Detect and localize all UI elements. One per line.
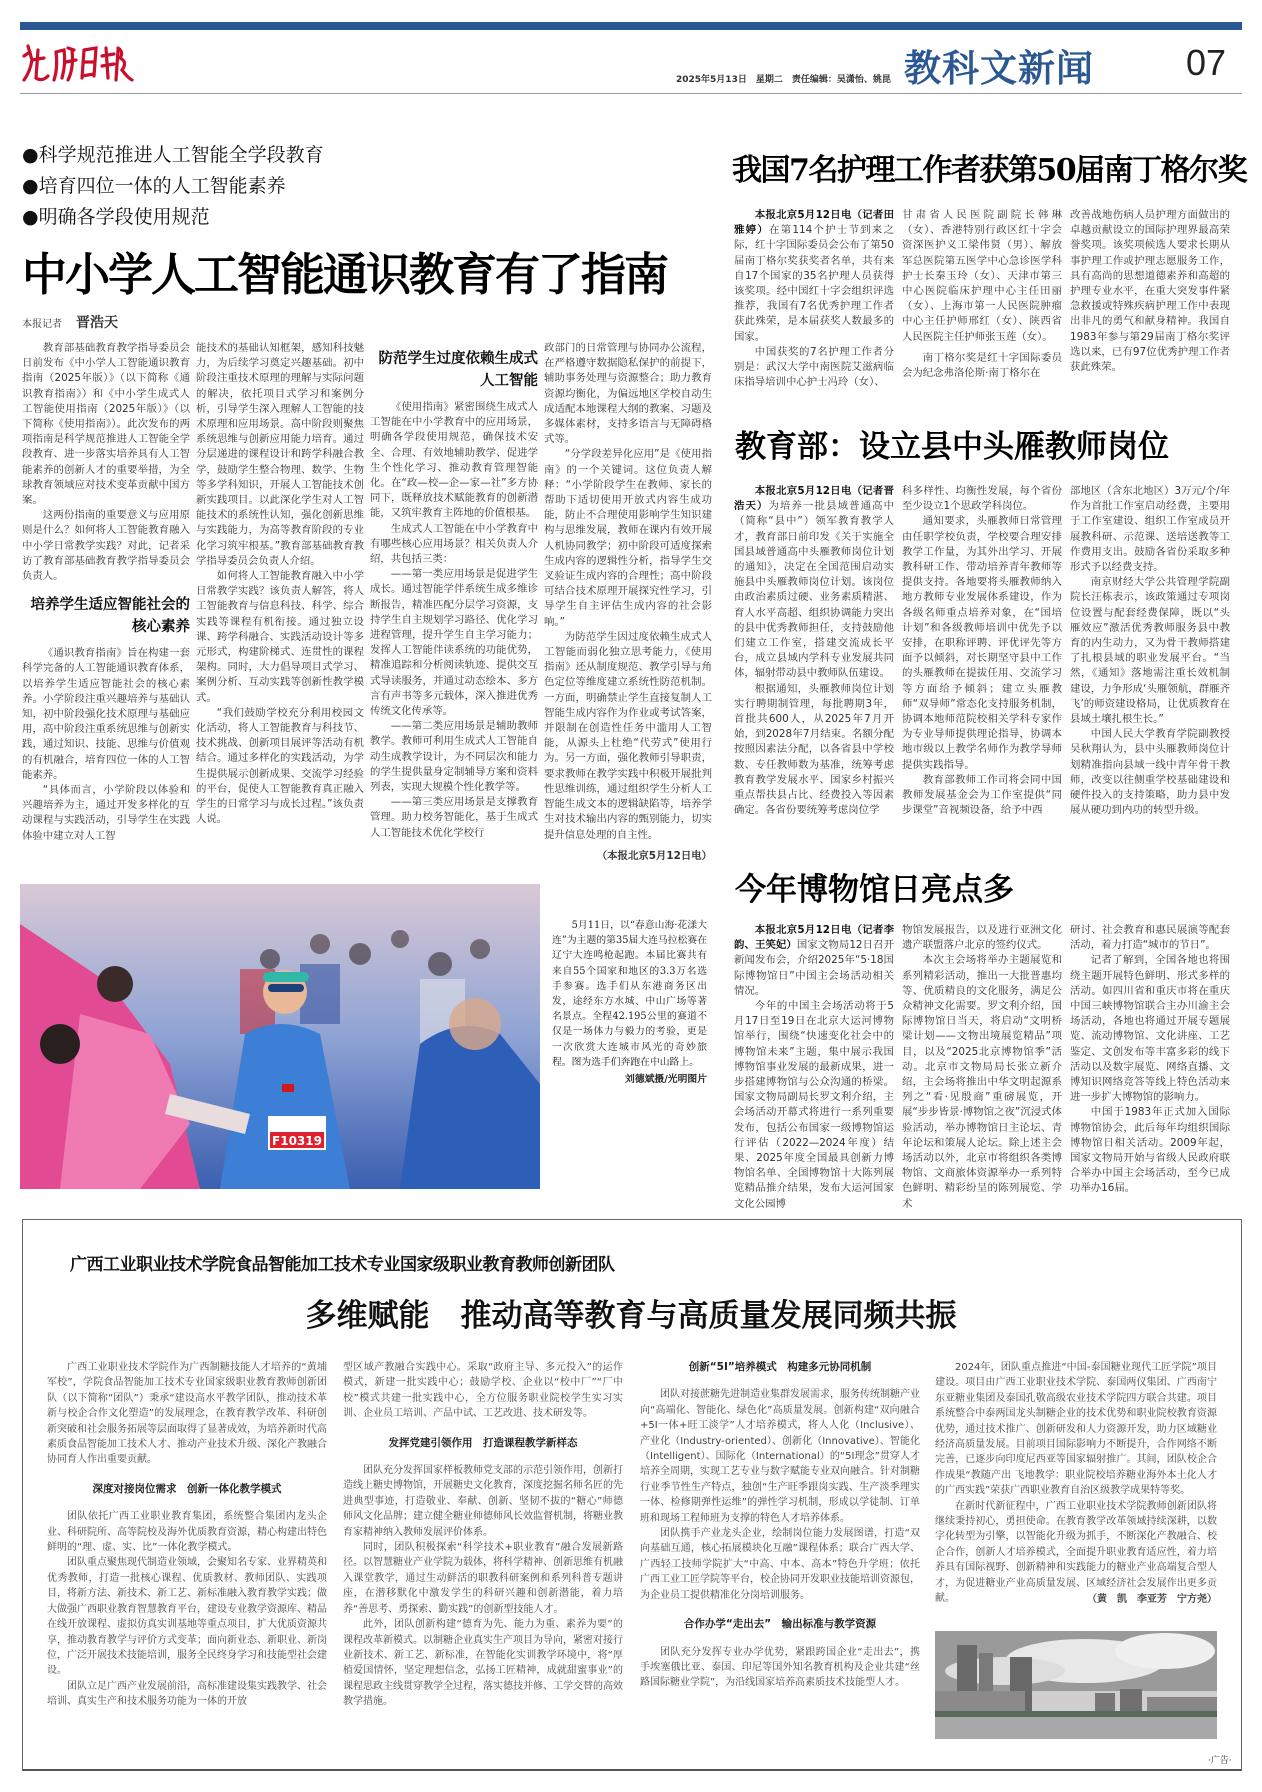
ai-article-col-4 xyxy=(544,341,712,864)
paragraph: 生成式人工智能在中小学教育中有哪些核心应用场景？相关负责人介绍，共包括三类： xyxy=(370,522,538,566)
paragraph: 《使用指南》紧密围绕生成式人工智能在中小学教育中的应用场景，明确各学段使用规范，确保技术安全、合理、有效地辅助教学、促进学生个性化学习、推动教育管理智能化。在“政—校—企—家—社”多方协同下，既释放技术赋能教育的创新潜能，又筑牢教育主阵地的价值根基。 xyxy=(370,401,538,520)
byline-label: 本报记者 xyxy=(22,319,62,330)
paragraph: 型区域产教融合实践中心。采取“政府主导、多元投入”的运作模式，新建一批实践中心；鼓励学校、企业以“校中厂”“厂中校”模式共建一批实践中心，全方位服务职业院校学生实习实训、企业员工培训、产品中试、工艺改进、技术研发等。 xyxy=(343,1362,623,1420)
paragraph: 此外，团队创新构建“德育为先、能力为重、素养为要”的课程改革新模式。以制糖企业真实生产项目为导向，紧密对接行业新技术、新工艺、新标准，在智能化实训教学环境中，将“厚植爱国情怀，坚定理想信念，弘扬工匠精神，成就甜蜜事业”的课程思政主线贯穿教学全过程，落实德技并修、工学交替的高效教学措施。 xyxy=(343,1619,623,1708)
advertisement-tag: ·广告· xyxy=(1208,1756,1232,1766)
ai-article-col-1 xyxy=(22,341,190,844)
nightingale-col-2 xyxy=(902,208,1062,381)
paragraph: 团队充分发挥专业办学优势，紧跟跨国企业“走出去”，携手埃塞俄比亚、泰国、印尼等国外知名教育机构及企业共建“丝路国际糖业学院”，为沿线国家培养高素质技术技能型人才。 xyxy=(640,1646,920,1689)
lead-text: 在第114个护士节到来之际，红十字国际委员会公布了第50届南丁格尔奖获奖者名单，共有来自17个国家的35名护理人员获得该奖项。经中国红十字会组织评选推荐，我国有7名优秀护理工作者获此殊荣，是本届获奖人数最多的国家。 xyxy=(734,224,894,343)
byline-name: 晋浩天 xyxy=(76,315,118,331)
issue-dateline: 2025年5月13日 星期二 责任编辑：吴潇怡、姚昆 xyxy=(676,75,891,85)
paragraph: 同时，团队积极探索“科学技术+职业教育”融合发展新路径。以智慧糖业产业学院为载体，将科学精神、创新思维有机融入课堂教学，通过生动鲜活的职教科研案例和系列科普专题讲座，在潜移默化中激发学生的科研兴趣和创新潜能，着力培养“善思考、勇探索、勤实践”的创新型技能人才。 xyxy=(343,1542,623,1615)
paragraph: 2024年，团队重点推进“中国-泰国糖业现代工匠学院”项目建设。项目由广西工业职业技术学院、泰国两仪集团、广西南宁东亚糖业集团及泰国孔敬高级农业技术学院四方联合共建。项目系统整合中泰两国龙头制糖企业的技术优势和职业院校教育资源优势，通过技术推广、创新研发和人力资源开发，助力区域糖业经济高质量发展。目前项目国际影响力不断提升，合作网络不断完善，已逐步向印度尼西亚等国家辐射推广。其间，团队校企合作成果“教随产出 飞地教学：职业院校培养糖业海外本土化人才的广西实践”荣获广西职业教育自治区级教学成果特等奖。 xyxy=(935,1362,1217,1497)
paragraph: “我们鼓励学校充分利用校园文化活动，将人工智能教育与科技节、技术挑战、创新项目展评等活动有机结合。通过多样化的实践活动，为学生提供展示创新成果、交流学习经验的平台，促使人工智能教育真正融入学生的日常学习与成长过程。”该负责人说。 xyxy=(196,706,364,826)
lead-dateline: 本报北京5月12日电（记者李韵、王笑妃） xyxy=(734,924,894,952)
paragraph: 《通识教育指南》旨在构建一套科学完备的人工智能通识教育体系，以培养学生适应智能社会的核心素养。小学阶段注重兴趣培养与基础认知，初中阶段强化技术原理与基础应用，高中阶段注重系统思维与创新实践，通过知识、技能、思维与价值观的有机融合，培育四位一体的人工智能素养。 xyxy=(22,647,190,781)
newspaper-logo xyxy=(20,38,140,86)
paragraph: 教育部教师工作司将会同中国教师发展基金会为工作室提供“同步课堂”音视频设备，给予中西 xyxy=(902,773,1062,817)
masthead-top-bar xyxy=(20,22,1242,30)
paragraph: 在新时代新征程中，广西工业职业技术学院教师创新团队将继续秉持初心，勇担使命。在教育教学改革领域持续深耕，以数字化转型为引擎，以智能化升级为抓手，不断深化产教融合、校企合作，创新人才培养模式，全面提升职业教育适应性，着力培养具有国际视野、创新精神和实践能力的糖业产业高端复合型人才，为促进糖业产业高质量发展、区域经济社会发展作出更多贡献。 xyxy=(935,1500,1217,1605)
ai-article-col-3 xyxy=(370,336,538,841)
subheading: 合作办学“走出去” 输出标准与教学资源 xyxy=(683,1618,877,1631)
lead-text: 为培养一批县域普通高中（简称“县中”）领军教育教学人才，教育部日前印发《关于实施全国县域普通高中头雁教师岗位计划的通知》，决定在全国范围启动实施县中头雁教师岗位计划。该岗位由政治素质过硬、业务素质精湛、育人水平高超、组织协调能力突出的县中优秀教师担任，支持鼓励他们建立工作室，搭建交流成长平台，成立县域内学科专业发展共同体，辐射带动县中教师队伍建设。 xyxy=(734,500,895,680)
photo-caption xyxy=(552,918,707,1087)
paragraph: 本次主会场将举办主题展览和系列精彩活动，推出一大批普惠均等、优质精良的文化服务，满足公众精神文化需要。罗文利介绍，国际博物馆日当天，将启动“文明桥梁计划——文物出境展览精品”项目，以及“2025北京博物馆季”活动。北京市文物局局长张立新介绍，主会场将推出中华文明起源系列之“看·见殷商”重磅展览，开展“步步皆景·博物馆之夜”沉浸式体验活动，举办博物馆日主论坛、青年论坛和策展人论坛。除上述主会场活动以外，北京市将组织各类博物馆、文商旅体资源举办一系列特色鲜明、精彩纷呈的陈列展览、学术 xyxy=(902,954,1062,1210)
paragraph: 研讨、社会教育和惠民展演等配套活动，着力打造“城市的节日”。 xyxy=(1070,924,1230,952)
teachers-headline: 教育部：设立县中头雁教师岗位 xyxy=(735,429,1169,465)
ai-article-headline: 中小学人工智能通识教育有了指南 xyxy=(22,248,668,301)
paragraph: ——第二类应用场景是辅助教师教学。教师可利用生成式人工智能自动生成教学设计，为不同层次和能力的学生提供量身定制辅导方案和资料列表，实现大规模个性化教学等。 xyxy=(370,720,538,794)
subheading: 培养学生适应智能社会的核心素养 xyxy=(30,597,190,636)
paragraph: 这两份指南的重要意义与应用原则是什么？如何将人工智能教育融入中小学日常教学实践？对此，记者采访了教育部基础教育教学指导委员会负责人。 xyxy=(22,509,190,583)
section-title: 教科文新闻 xyxy=(904,46,1094,90)
marathon-illustration xyxy=(20,884,540,1189)
advertorial-authors: （黄 凯 李亚芳 宁方尧） xyxy=(1087,1593,1217,1605)
paragraph xyxy=(734,484,894,682)
paragraph: 甘肃省人民医院副院长韩琳（女）、香港特别行政区红十字会资深医护义工梁伟贤（男）、解放军总医院第五医学中心急诊医学科护士长秦玉玲（女）、天津市第三中心医院临床护理中心主任田丽（女）、上海市第一人民医院肿瘤中心主任护师邢红（女）、陕西省人民医院主任护师张玉莲（女）。 xyxy=(902,209,1062,343)
paragraph: 中国人民大学教育学院副教授吴秋翔认为，县中头雁教师岗位计划精准指向县域一线中青年骨干教师，改变以往侧重学校基础建设和硬件投入的支持策略，助力县中发展从硬功到内功的转型升级。 xyxy=(1070,728,1230,817)
paragraph: 团队重点聚焦现代制造业领域，会聚知名专家、业界精英和优秀教师，打造一批核心课程、优质教材、教师团队、实践项目，将新方法、新技术、新工艺、新标准融入教育教学实践；做大做强广西职业教育智慧教育平台，建设专业教学资源库、精品在线开放课程、虚拟仿真实训基地等重点项目，扩大优质资源共享，推动教育教学与评价方式变革；面向新业态、新职业、新岗位，广泛开展技术技能培训，服务全民终身学习和技能型社会建设。 xyxy=(47,1557,327,1677)
advertorial-col-4 xyxy=(935,1360,1217,1607)
paragraph xyxy=(734,208,894,345)
paragraph: 今年的中国主会场活动将于5月17日至19日在北京大运河博物馆举行，围绕“快速变化社会中的博物馆未来”主题，集中展示我国博物馆事业发展的最新成果，进一步搭建博物馆与公众沟通的桥梁。国家文物局副局长罗文利介绍，主会场活动开幕式将进行一系列重要发布，包括公布国家一级博物馆运行评估（2022—2024年度）结果、2025年度全国最具创新力博物馆名单、全国博物馆十大陈列展览精品推介结果，发布大运河国家文化公园博 xyxy=(734,1000,894,1210)
ai-article-bullets xyxy=(22,140,324,233)
paragraph: 团队充分发挥国家样板教师党支部的示范引领作用，创新打造线上糖史博物馆，开展糖史文化教育，深度挖掘名师名匠的先进典型事迹，打造敬业、奉献、创新、坚韧不拔的“糖心”师德师风文化品牌；建立健全糖业师德师风长效监督机制，将糖业教育家精神纳入教师发展评价体系。 xyxy=(343,1465,623,1538)
paragraph: 改善战地伤病人员护理方面做出的卓越贡献设立的国际护理界最高荣誉奖项。该奖项候选人要求长期从事护理工作或护理志愿服务工作，具有高尚的思想道德素养和高超的护理专业水平，在重大突发事件紧急救援或特殊疾病护理工作中表现出非凡的勇气和献身精神。我国自1983年参与第29届南丁格尔奖评选以来，已有97位优秀护理工作者获此殊荣。 xyxy=(1070,209,1230,374)
teachers-col-3 xyxy=(1070,484,1230,818)
museum-headline: 今年博物馆日亮点多 xyxy=(735,872,1014,908)
paragraph: 团队依托广西工业职业教育集团，系统整合集团内龙头企业、科研院所、高等院校及海外优质教育资源，精心构建出特色鲜明的“理、虚、实、比”一体化教学模式。 xyxy=(47,1511,327,1554)
paragraph: 中国获奖的7名护理工作者分别是：武汉大学中南医院艾滋病临床指导培训中心护士冯玲（女）、 xyxy=(734,345,894,389)
teachers-col-2 xyxy=(902,484,1062,818)
paragraph: 部地区（含东北地区）3万元/个/年作为首批工作室启动经费，主要用于工作室建设、组织工作室成员开展教科研、示范课、送培送教等工作费用支出。鼓励各省份采取多种形式予以经费支持。 xyxy=(1070,485,1230,574)
paragraph: “分学段差异化应用”是《使用指南》的一个关键词。这位负责人解释：“小学阶段学生在教师、家长的帮助下适切使用开放式内容生成功能，防止不合理使用影响学生知识建构与思维发展，教师在课内有效开展人机协同教学；初中阶段可适度探索生成内容的逻辑性分析，指导学生交叉验证生成内容的合理性；高中阶段可结合技术原理开展探究性学习，引导学生自主评估生成内容的社会影响。” xyxy=(544,448,712,628)
teachers-col-1 xyxy=(734,484,894,818)
advertorial-col-3 xyxy=(640,1360,920,1691)
subheading: 深度对接岗位需求 创新一体化教学模式 xyxy=(92,1482,282,1495)
subheading: 防范学生过度依赖生成式人工智能 xyxy=(378,351,538,389)
lead-text: 国家文物局12日召开新闻发布会，介绍2025年“5·18国际博物馆日”中国主会场活动相关情况。 xyxy=(734,939,894,997)
subheading: 发挥党建引领作用 打造课程教学新样态 xyxy=(388,1436,578,1449)
paragraph: ——第三类应用场景是支撑教育管理。助力校务智能化，基于生成式人工智能技术优化学校行 xyxy=(370,796,538,839)
advertorial-col-2 xyxy=(343,1360,623,1710)
paragraph: 通知要求，头雁教师日常管理由任职学校负责，学校要合理安排教学工作量，为其外出学习、开展教科研工作、带动培养青年教师等提供支持。各地要将头雁教师纳入地方教师专业发展体系建设，作为各级名师重点培养对象，在“国培计划”和各级教师培训中优先予以安排，在职称评聘、评优评先等方面予以倾斜，对长期坚守县中工作的头雁教师在提拔任用、交流学习等方面给予倾斜；建立头雁教师“双导师”常态化支持服务机制，协调本地师范院校相关学科专家作为专业导师提供理论指导，协调本地市级以上教学名师作为教学导师提供实践指导。 xyxy=(902,515,1062,771)
campus-photo xyxy=(935,1631,1217,1739)
campus-illustration xyxy=(935,1631,1217,1739)
lead-dateline: 本报北京5月12日电（记者晋浩天） xyxy=(734,485,894,513)
advertorial-col-1 xyxy=(47,1360,327,1710)
museum-col-3 xyxy=(1070,923,1230,1197)
paragraph: ——第一类应用场景是促进学生成长。通过智能学伴系统生成多维诊断报告，精准匹配分层学习资源，支持学生自主规划学习路径、优化学习进程管理，提升学生自主学习能力；发挥人工智能伴读系统的功能优势，精准追踪和分析阅读轨迹、提供交互式导读服务，并通过动态绘本、多方言有声书等多元载体，深入推进优秀传统文化传承等。 xyxy=(370,568,538,718)
paragraph: 能技术的基础认知框架，感知科技魅力，为后续学习奠定兴趣基础。初中阶段注重技术原理的理解与实际问题的解决，依托项目式学习和案例分析，引导学生深入理解人工智能的技术原理和应用场景。高中阶段则聚焦系统思维与创新应用能力培育。通过分层递进的课程设计和跨学科融合教学，鼓励学生整合物理、数学、生物等多学科知识，开展人工智能技术创新实践项目。以此深化学生对人工智能技术的系统性认知，强化创新思维与实践能力，为高等教育阶段的专业化学习筑牢根基。”教育部基础教育教学指导委员会负责人介绍。 xyxy=(196,342,364,567)
paragraph: 中国于1983年正式加入国际博物馆协会，此后每年均组织国际博物馆日相关活动。2009年起，国家文物局开始与省级人民政府联合举办中国主会场活动，至今已成功举办16届。 xyxy=(1070,1106,1230,1195)
paragraph: 为防范学生因过度依赖生成式人工智能而弱化独立思考能力，《使用指南》还从制度规范、教学引导与角色定位等维度建立系统性防范机制。一方面，明确禁止学生直接复制人工智能生成内容作为作业或考试答案，并限制在创造性任务中滥用人工智能，从源头上杜绝“代劳式”使用行为。另一方面，强化教师引导职责，要求教师在教学实践中积极开展批判性思维训练，通过组织学生分析人工智能生成文本的逻辑缺陷等，培养学生对技术输出内容的甄别能力，切实提升信息处理的自主性。 xyxy=(544,630,712,841)
photo-credit: 刘德斌摄/光明图片 xyxy=(625,1074,707,1086)
lead-dateline: 本报北京5月12日电（记者田雅婷） xyxy=(734,209,894,237)
bullet-item: ●科学规范推进人工智能全学段教育 xyxy=(22,144,324,166)
nightingale-headline: 我国7名护理工作者获第50届南丁格尔奖 xyxy=(732,153,1247,188)
ai-article-col-2 xyxy=(196,341,364,828)
paragraph xyxy=(734,923,894,999)
paragraph: 政部门的日常管理与协同办公流程，在严格遵守数据隐私保护的前提下，辅助事务处理与资源整合；助力教育资源均衡化，为偏远地区学校自动生成适配本地课程大纲的教案、习题及多媒体素材，支持多语言与无障碍格式等。 xyxy=(544,342,712,446)
masthead-divider xyxy=(20,93,1242,94)
advertorial-kicker: 广西工业职业技术学院食品智能加工技术专业国家级职业教育教师创新团队 xyxy=(70,1255,615,1275)
paragraph: 如何将人工智能教育融入中小学日常教学实践？该负责人解答，将人工智能教育与信息科技、科学、综合实践等课程有机衔接。通过独立设课、跨学科融合、实践活动设计等多元形式，构建阶梯式、连贯性的课程架构。同时，大力倡导项目式学习、案例分析、互动实践等创新性教学模式。 xyxy=(196,570,364,704)
paragraph: 团队携手产业龙头企业，绘制岗位能力发展图谱，打造“双向基础互通，核心拓展模块化互融”课程体系；联合广西大学、广西轻工技师学院扩大“中高、中本、高本”特色升学班；依托广西工业工匠学院等平台，校企协同开发职业技能培训资源包，为企业员工提供精准化分岗培训服务。 xyxy=(640,1528,920,1601)
ai-article-byline xyxy=(22,312,118,332)
bib-number: F10319 xyxy=(272,1134,322,1148)
museum-col-2 xyxy=(902,923,1062,1212)
paragraph: 记者了解到，全国各地也将围绕主题开展特色鲜明、形式多样的活动。如四川省和重庆市将在重庆中国三峡博物馆联合主办川渝主会场活动，各地也将通过开展专题展览、流动博物馆、文化讲座、工艺鉴定、文创发布等丰富多彩的线下活动以及数字展览、网络直播、文博知识网络竞答等线上特色活动来进一步扩大博物馆的影响力。 xyxy=(1070,954,1230,1104)
advertorial-headline: 多维赋能 推动高等教育与高质量发展同频共振 xyxy=(305,1298,957,1334)
subheading: 创新“5I”培养模式 构建多元协同机制 xyxy=(688,1361,872,1373)
marathon-photo xyxy=(20,884,540,1189)
page-number: 07 xyxy=(1186,42,1227,83)
paragraph: 广西工业职业技术学院作为广西制糖技能人才培养的“黄埔军校”，学院食品智能加工技术专业国家级职业教育教师创新团队（以下简称“团队”）秉承“建设高水平教学团队，推动技术革新与校企合作文化塑造”的发展理念，在教育教学改革、科研创新突破和社会服务拓展等层面取得了显著成效，为培养新时代高素质食品智能加工技术人才、推动产业技术升级、深化产教融合协同育人作出重要贡献。 xyxy=(47,1362,327,1466)
paragraph: 团队对接蔗糖先进制造业集群发展需求，服务传统制糖产业向“高端化、智能化、绿色化”高质量发展。创新构建“双向融合+5I一体+旺工淡学”人才培养模式，将人人化（Inclusive）、产业化（Industry-oriented）、创新化（Innovative）、智能化（Intelligent）、国际化（International）的“5I理念”贯穿人才培养全周期，实现工艺专业与数字赋能专业双向融合。针对制糖行业季节性生产特点，独创“生产旺季跟岗实践、生产淡季理实一体、检修期弹性运维”的弹性学习机制，形成以学徒制、订单班和现场工程师班为支撑的特色人才培养体系。 xyxy=(640,1389,920,1524)
paragraph: “具体而言，小学阶段以体验和兴趣培养为主，通过开发多样化的互动课程与实践活动，引导学生在实践体验中建立对人工智 xyxy=(22,784,190,842)
bullet-item: ●培育四位一体的人工智能素养 xyxy=(22,175,286,197)
paragraph: 团队立足广西产业发展前沿，高标准建设集实践教学、社会培训、真实生产和技术服务功能为一体的开放 xyxy=(47,1680,327,1708)
museum-col-1 xyxy=(734,923,894,1212)
caption-text: 5月11日，以“春意山海·花漾大连”为主题的第35届大连马拉松赛在辽宁大连鸣枪起跑。本届比赛共有来自55个国家和地区的3.3万名选手参赛。选手们从东港商务区出发，途经东方水城、中山广场等著名景点。全程42.195公里的赛道不仅是一场体力与毅力的考验，更是一次欣赏大连城市风光的奇妙旅程。图为选手们奔跑在中山路上。 xyxy=(552,920,707,1068)
paragraph: 物馆发展报告，以及进行亚洲文化遗产联盟落户北京的签约仪式。 xyxy=(902,924,1062,952)
bullet-item: ●明确各学段使用规范 xyxy=(22,206,210,228)
paragraph: 科多样性、均衡性发展，每个省份至少设立1个思政学科岗位。 xyxy=(902,485,1062,513)
nightingale-col-3 xyxy=(1070,208,1230,375)
nightingale-col-1 xyxy=(734,208,894,390)
paragraph: 教育部基础教育教学指导委员会日前发布《中小学人工智能通识教育指南（2025年版）》（以下简称《通识教育指南》）和《中小学生成式人工智能使用指南（2025年版）》（以下简称《使用指南》）。此次发布的两项指南是科学规范推进人工智能全学段教育、进一步落实培养具有人工智能素养的创新人才的重要举措，为全球教育领域应对技术变革贡献中国方案。 xyxy=(22,342,190,507)
paragraph: 南丁格尔奖是红十字国际委员会为纪念弗洛伦斯·南丁格尔在 xyxy=(902,351,1062,380)
paragraph: 根据通知，头雁教师岗位计划实行聘期制管理，每批聘期3年，首批共600人，从2025年7月开始，到2028年7月结束。名额分配按照因素法分配，以各省县中学校数、专任教师数为基准，统筹考虑教育教学发展水平、国家乡村振兴重点帮扶县占比、经费投入等因素确定。各省份要统筹考虑岗位学 xyxy=(734,682,894,817)
paragraph: 南京财经大学公共管理学院副院长汪栋表示，该政策通过专项岗位设置与配套经费保障，既以“头雁效应”激活优秀教师服务县中教育的内生动力，又为骨干教师搭建了扎根县域的职业发展平台。“当然，《通知》落地需注重长效机制建设，力争形成‘头雁领航，群雁齐飞’的师资建设格局，让优质教育在县域土壤扎根生长。” xyxy=(1070,576,1230,726)
article-end-dateline: （本报北京5月12日电） xyxy=(596,849,712,862)
